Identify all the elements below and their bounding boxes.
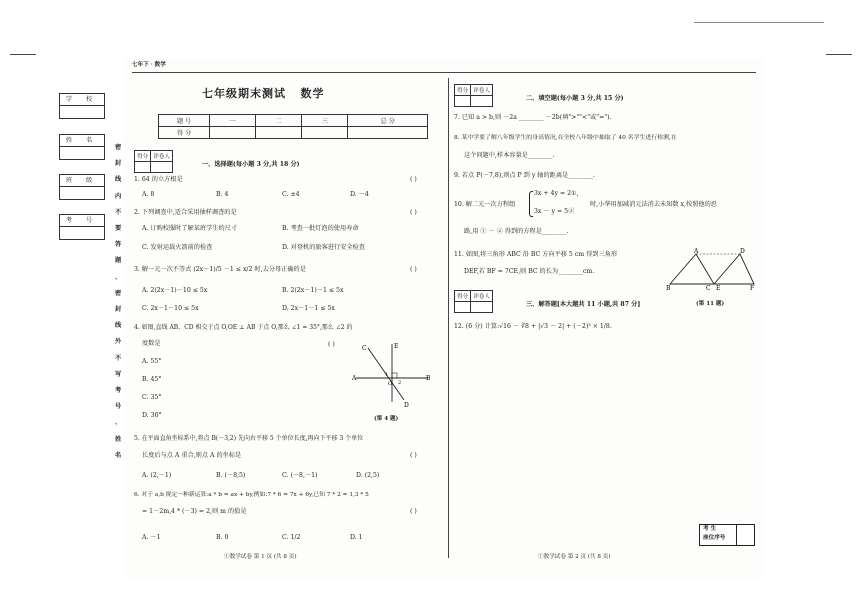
question-11-caption: (第 11 题) (696, 301, 725, 307)
question-10-suffix: 时,小华用加减消元法消去未知数 x,按照他的思 (590, 201, 717, 208)
question-10-prefix: 10. 解二元一次方程组 (454, 201, 516, 208)
seal-char: 姓 (115, 435, 122, 443)
figure4-angle-2: 2 (398, 380, 402, 386)
page-1-footer: ①数学试卷 第 1 页 (共 8 页) (224, 554, 297, 560)
grader-score-input[interactable] (455, 96, 471, 107)
seat-number-divider (736, 525, 737, 545)
score-cell: 总 分 (348, 115, 428, 127)
seal-char: 号 (115, 403, 122, 411)
column-divider (448, 78, 449, 558)
header-rule (132, 72, 756, 73)
section3-heading: 三、解答题[本大题共 11 小题,共 87 分] (526, 301, 641, 308)
school-label: 学 校 (59, 93, 105, 106)
grader-name-input[interactable] (151, 162, 173, 173)
seal-char: 、 (115, 419, 122, 427)
question-5-stem-line1: 5. 在平面直角坐标系中,将点 B(－3,2) 先向右平移 5 个单位长度,再向下平移 3 个单位 (134, 435, 364, 442)
seat-number-label-1: 考 生 (703, 526, 717, 532)
score-cell: 二 (256, 115, 302, 127)
question-3-option-d: D. 2x－1－1 ≤ 5x (282, 305, 335, 312)
score-input-cell[interactable] (256, 127, 302, 139)
question-4-option-c: C. 35° (142, 394, 162, 401)
question-6-option-d: D. 1 (350, 534, 363, 541)
question-5-answer-paren[interactable]: ( ) (410, 452, 417, 459)
seal-char: 、 (115, 273, 122, 281)
question-4-option-a: A. 55° (142, 358, 162, 365)
seal-char: 写 (115, 370, 122, 378)
figure4-label-o: O (388, 381, 393, 387)
exam-number-input[interactable] (59, 227, 105, 240)
grader-name-label: 评卷人 (151, 151, 173, 162)
grader-name-label: 评卷人 (471, 291, 493, 302)
question-1-option-d: D. －4 (350, 191, 369, 198)
question-4-figure (352, 340, 432, 410)
score-table-score-row (159, 127, 428, 139)
grader-name-input[interactable] (471, 302, 493, 313)
name-label: 姓 名 (59, 134, 105, 147)
question-8-line2: 这个问题中,样本容量是________. (464, 152, 555, 159)
running-title: 七年下 · 数学 (132, 62, 166, 68)
exam-title: 七年级期末测试 数学 (202, 87, 325, 100)
question-2-option-d: D. 对登机的旅客进行安全检查 (282, 244, 365, 251)
score-input-cell[interactable] (210, 127, 256, 139)
grader-score-label: 得分 (455, 291, 471, 302)
score-cell: 一 (210, 115, 256, 127)
grader-score-input[interactable] (455, 302, 471, 313)
score-input-cell[interactable] (348, 127, 428, 139)
question-11-line1: 11. 如图,将三角形 ABC 沿 BC 方向平移 5 cm 得到三角形 (454, 251, 618, 258)
question-1-option-b: B. 4 (216, 191, 229, 198)
score-cell: 三 (302, 115, 348, 127)
question-6-option-c: C. 1/2 (282, 534, 301, 541)
figure4-label-d: D (404, 402, 409, 409)
grader-score-label: 得分 (135, 151, 151, 162)
score-input-cell[interactable] (302, 127, 348, 139)
figure4-label-b: B (426, 375, 431, 382)
figure11-label-d: D (740, 248, 745, 255)
school-field[interactable] (59, 93, 105, 119)
question-4-option-d: D. 30° (142, 412, 162, 419)
score-table (158, 114, 428, 139)
grader-score-input[interactable] (135, 162, 151, 173)
question-10-brace (529, 191, 533, 217)
grader-name-label: 评卷人 (471, 85, 493, 96)
question-3-option-b: B. 2(2x－1)－1 ≤ 5x (282, 287, 344, 294)
seal-char: 封 (115, 160, 122, 168)
question-2-option-c: C. 发射运载火箭前的检查 (142, 244, 213, 251)
exam-paper (124, 58, 764, 578)
question-6-stem-line2: = 1－2m,4 * (－3) = 2,则 m 的值是 (142, 508, 247, 515)
figure4-label-e: E (394, 343, 399, 350)
question-4-caption: (第 4 题) (374, 416, 399, 422)
question-5-option-a: A. (2,－1) (142, 472, 172, 479)
class-field[interactable] (59, 174, 105, 200)
score-cell: 题 号 (159, 115, 210, 127)
question-8-line1: 8. 某中学要了解八年级学生的身高情况,在全校八年级中抽取了 40 名学生进行检测,在 (454, 135, 677, 141)
exam-number-field[interactable] (59, 214, 105, 240)
corner-mark-top-right (694, 22, 824, 23)
question-3-option-c: C. 2x－1－10 ≤ 5x (142, 305, 199, 312)
seal-char: 线 (115, 322, 122, 330)
question-5-option-c: C. (－8,－1) (282, 472, 318, 479)
question-4-answer-paren[interactable]: ( ) (328, 341, 335, 348)
question-3-option-a: A. 2(2x－1)－10 ≤ 5x (142, 287, 208, 294)
class-input[interactable] (59, 187, 105, 200)
seat-number-box[interactable] (699, 524, 755, 546)
corner-mark-right (826, 54, 852, 55)
seal-char: 名 (115, 451, 122, 459)
seal-char: 考 (115, 387, 122, 394)
score-table-header-row (159, 115, 428, 127)
question-7: 7. 已知 a > b,则 －2a ________ －2b(填">""<"或"="). (454, 114, 612, 121)
seal-char: 不 (115, 354, 122, 362)
grader-score-label: 得分 (455, 85, 471, 96)
question-2-option-b: B. 考查一批灯泡的使用寿命 (282, 225, 359, 232)
exam-number-label: 考 号 (59, 214, 105, 227)
question-11-line2: DEF,若 BF = 7CE,则 BC 的长为________cm. (464, 268, 595, 275)
question-2-stem: 2. 下列调查中,适合采用抽样调查的是 (134, 209, 237, 216)
question-4-stem-line2: 度数是 (142, 340, 161, 347)
figure4-label-c: C (362, 345, 367, 352)
question-11-figure (666, 246, 758, 290)
question-1-option-a: A. 8 (142, 191, 155, 198)
grader-box-section1 (134, 150, 173, 173)
score-cell: 得 分 (159, 127, 210, 139)
question-1-answer-paren[interactable]: ( ) (410, 176, 417, 183)
figure11-label-c: C (706, 285, 711, 290)
figure4-label-a: A (352, 375, 357, 382)
corner-mark-left (10, 54, 36, 55)
figure11-label-b: B (666, 285, 671, 290)
figure11-label-a: A (694, 248, 699, 255)
question-5-option-b: B. (－8,5) (216, 472, 246, 479)
question-3-answer-paren[interactable]: ( ) (410, 266, 417, 273)
question-5-option-d: D. (2,5) (356, 472, 380, 479)
seal-char: 外 (115, 338, 122, 346)
school-input[interactable] (59, 106, 105, 119)
question-9: 9. 若点 P(－7,8),则点 P 到 y 轴的距离是________. (454, 172, 595, 179)
seal-char: 不 (115, 208, 122, 216)
seal-char: 内 (115, 192, 122, 200)
question-5-stem-line2: 长度后与点 A 重合,则点 A 的坐标是 (142, 452, 242, 459)
question-12: 12. (6 分) 计算:√16 － ∛8 + |√3 － 2| + (－2)³ × 1/8. (454, 323, 612, 330)
seal-char: 密 (115, 144, 122, 151)
question-4-stem-line1: 4. 如图,直线 AB、CD 相交于点 O,OE ⊥ AB 于点 O,那么 ∠1 = 35°,那么 ∠2 的 (134, 324, 353, 331)
question-6-stem-line1: 6. 对于 a,b 规定一种新运算:a * b = ax + by,例如:7 * 6 = 7x + 6y,已知 7 * 2 = 1,3 * 5 (134, 492, 369, 498)
question-6-answer-paren[interactable]: ( ) (410, 508, 417, 515)
grader-box-section3 (454, 290, 493, 313)
seal-char: 封 (115, 306, 122, 313)
seal-char: 答 (115, 241, 122, 249)
seal-char: 线 (115, 176, 122, 184)
question-3-stem: 3. 解一元一次不等式 (2x－1)/5 －1 ≤ x/2 时,去分母正确的是 (134, 266, 306, 273)
figure11-label-f: F (750, 285, 755, 290)
figure11-label-e: E (716, 285, 721, 290)
name-field[interactable] (59, 134, 105, 160)
seal-char: 题 (115, 257, 122, 265)
question-1-stem: 1. 64 的立方根是 (134, 176, 183, 183)
seal-char: 密 (115, 289, 122, 297)
question-2-answer-paren[interactable]: ( ) (410, 209, 417, 216)
section1-heading: 一、选择题(每小题 3 分,共 18 分) (202, 161, 300, 168)
question-10-equation-2: 3x － y = 5② (534, 208, 575, 215)
seal-char: 要 (115, 225, 122, 232)
grader-name-input[interactable] (471, 96, 493, 107)
name-input[interactable] (59, 147, 105, 160)
seat-number-label-2: 座位序号 (703, 535, 726, 541)
question-4-option-b: B. 45° (142, 376, 162, 383)
question-10-equation-1: 3x + 4y = 2①, (534, 190, 579, 197)
question-6-option-b: B. 0 (216, 534, 229, 541)
question-10-line2: 路,用 ① － ② 得到的方程是________. (464, 228, 569, 235)
question-6-option-a: A. －1 (142, 534, 161, 541)
section2-heading: 二、填空题(每小题 3 分,共 15 分) (526, 95, 624, 102)
grader-box-section2 (454, 84, 493, 107)
question-1-option-c: C. ±4 (282, 191, 300, 198)
page-2-footer: ①数学试卷 第 2 页 (共 8 页) (538, 554, 611, 560)
class-label: 班 级 (59, 174, 105, 187)
figure4-angle-1: 1 (385, 372, 389, 378)
question-2-option-a: A. 订购校服时了解某班学生的尺寸 (142, 225, 238, 232)
